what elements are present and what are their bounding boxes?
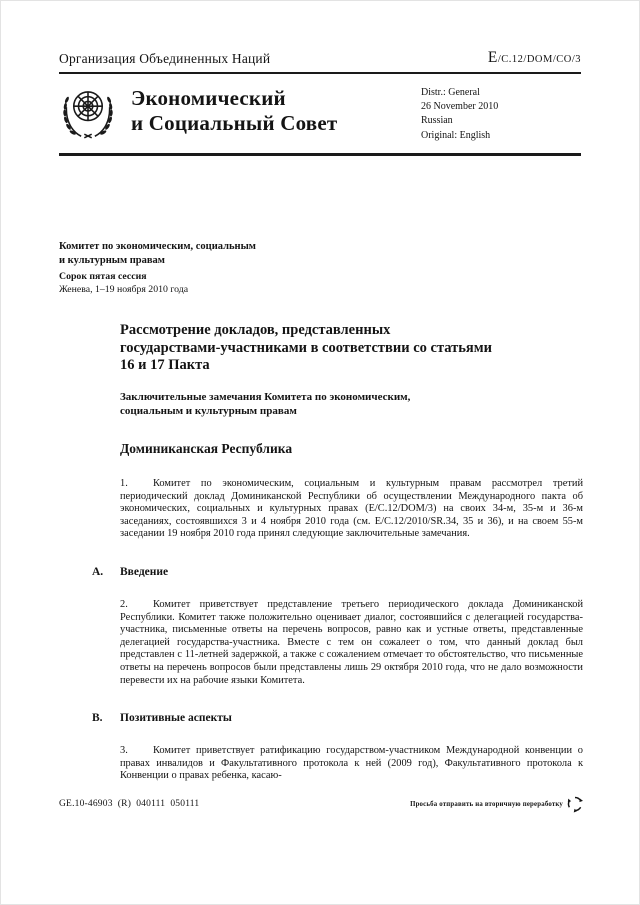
- document-symbol-series: E: [487, 49, 498, 66]
- paragraph-1-text: Комитет по экономическим, социальным и культурным правам рассмотрел третий периодический доклад Доминиканской Республики об осуществлении Международного пакта об экономических, социальных и культурных правах (E/C.12/DOM/3) на своих 34-м, 35-м и 36-м заседаниях, состоявшихся 3 и 4 ноября 2010 года (см. E/C.12/2010/SR.34, 35 и 36), и на своем 55-м заседании 19 ноября 2010 года принял следующие заключительные замечания.: [120, 478, 583, 540]
- paragraph-1: [120, 478, 583, 541]
- session-venue: Женева, 1–19 ноября 2010 года: [59, 283, 189, 295]
- document-header: [59, 1, 581, 74]
- ge-document-number: GE.10-46903 (R) 040111 050111: [59, 799, 200, 809]
- paragraph-3-text: Комитет приветствует ратификацию государством-участником Международной конвенции о правах инвалидов и Факультативного протокола к ней (2009 год), Факультативного протокола к Конвенции о правах ребенка, касаю-: [120, 745, 583, 782]
- masthead: [59, 74, 581, 156]
- committee-name-line1: Комитет по экономическим, социальным: [59, 240, 256, 252]
- recycle-note: [410, 794, 585, 814]
- section-a-letter: A.: [92, 566, 104, 579]
- section-heading-a: [92, 566, 583, 578]
- paragraph-2-number: 2.: [120, 599, 128, 611]
- document-subtitle: Заключительные замечания Комитета по экономическим, социальным и культурным правам: [120, 391, 411, 418]
- council-title: [131, 83, 421, 136]
- document-title: Рассмотрение докладов, представленных государствами-участниками в соответствии со статьями 16 и 17 Пакта: [120, 321, 492, 374]
- un-emblem-icon: [59, 83, 117, 141]
- language-line: Russian: [421, 115, 453, 127]
- paragraph-3: [120, 745, 583, 783]
- section-b-letter: B.: [92, 712, 103, 725]
- paragraph-1-number: 1.: [120, 478, 128, 490]
- committee-block: [59, 240, 581, 296]
- recycle-note-text: Просьба отправить на вторичную переработку: [410, 800, 563, 808]
- country-heading: Доминиканская Республика: [120, 441, 293, 457]
- section-a-title: Введение: [120, 566, 169, 579]
- council-title-line1: Экономический: [131, 86, 286, 110]
- paragraph-2: [120, 599, 583, 687]
- paragraph-3-number: 3.: [120, 745, 128, 757]
- recycle-icon: [565, 794, 585, 814]
- paragraph-2-text: Комитет приветствует представление третьего периодического доклада Доминиканской Республики. Комитет также положительно оценивает диалог, состоявшийся с делегацией государства-участника, письменные ответы на перечень вопросов, равно как и устные ответы, представленные делегацией государства-участника. Вместе с тем он сожалеет о том, что данный доклад был представлен с 11-летней задержкой, а также с сожалением отмечает то обстоятельство, что письменные ответы на перечень вопросов были представлены лишь 29 октября 2010 года, что не дало возможности перевести их на рабочие языки Комитета.: [120, 599, 583, 686]
- page-footer: [59, 794, 585, 814]
- section-b-title: Позитивные аспекты: [120, 712, 232, 725]
- section-heading-b: [92, 712, 583, 724]
- original-language-line: Original: English: [421, 129, 491, 141]
- session-title: Сорок пятая сессия: [59, 271, 147, 283]
- distribution-info: [421, 83, 581, 143]
- date-line: 26 November 2010: [421, 101, 499, 113]
- document-body: [92, 321, 583, 783]
- council-title-line2: и Социальный Совет: [131, 110, 338, 135]
- organization-name: Организация Объединенных Наций: [59, 51, 271, 66]
- distr-line: Distr.: General: [421, 87, 480, 98]
- committee-name-line2: и культурным правам: [59, 254, 165, 266]
- document-symbol: [488, 49, 581, 67]
- document-symbol-number: /C.12/DOM/CO/3: [497, 54, 581, 65]
